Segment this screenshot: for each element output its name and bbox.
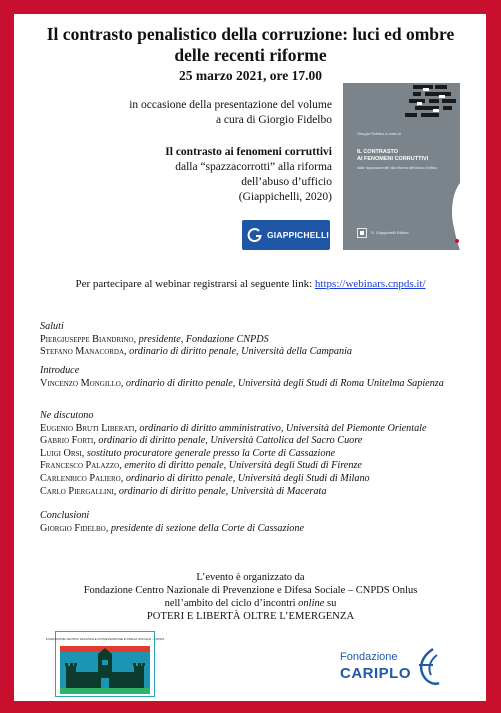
cover-title: IL CONTRASTO AI FENOMENI CORRUTTIVI (357, 149, 429, 162)
cover-publisher-icon (357, 228, 367, 238)
fondazione-cariplo-logo (335, 645, 445, 690)
speaker-name: Luigi Orsi (40, 447, 82, 459)
speaker-role: , ordinario di diritto penale, Università degli Studi di Milano (120, 472, 370, 484)
cariplo-swirl-icon (413, 647, 443, 687)
presentation-line2: a cura di Giorgio Fidelbo (215, 114, 332, 126)
speaker-role: , sostituto procuratore generale presso la Corte di Cassazione (81, 447, 336, 459)
speaker-role: , presidente di sezione della Corte di Cassazione (105, 522, 304, 534)
section-heading: Saluti (40, 321, 64, 332)
book-info (60, 145, 332, 205)
speaker-row (40, 346, 482, 359)
cover-publisher: G. Giappichelli Editore (371, 231, 409, 235)
speaker-name: Eugenio Bruti Liberati (40, 422, 135, 434)
section-saluti (40, 321, 482, 359)
speaker-name: Carlo Piergallini (40, 485, 114, 497)
speaker-row (40, 435, 482, 448)
organizer-info (20, 571, 481, 623)
speaker-name: Vincenzo Mongillo (40, 377, 121, 389)
giappichelli-logo (242, 220, 330, 250)
speaker-row (40, 423, 482, 436)
speaker-name: Piergiuseppe Biandrino (40, 333, 134, 345)
book-title: Il contrasto ai fenomeni corruttivi (165, 146, 332, 158)
registration-line (20, 278, 481, 290)
speaker-role: , ordinario di diritto penale, Università Cattolica del Sacro Cuore (93, 435, 363, 447)
cover-subtitle: dalla “spazzacorrotti” alla riforma dell'abuso d'ufficio (357, 166, 438, 170)
section-discutono (40, 410, 482, 498)
cariplo-line2: CARIPLO (340, 665, 411, 682)
organizer-line3: nell’ambito del ciclo d’incontri online su (164, 598, 337, 609)
cnpds-castle-icon (45, 632, 165, 696)
section-heading: Ne discutono (40, 410, 94, 421)
speaker-row (40, 523, 482, 536)
speaker-name: Gabrio Forti (40, 435, 94, 447)
webinar-link[interactable]: https://webinars.cnpds.it/ (314, 278, 426, 290)
registration-text: Per partecipare al webinar registrarsi al seguente link: (75, 278, 315, 290)
presentation-line1: in occasione della presentazione del volume (129, 99, 332, 111)
speaker-name: Stefano Manacorda (40, 346, 125, 358)
presentation-intro (60, 98, 332, 128)
section-introduce (40, 365, 482, 390)
speaker-row (40, 460, 482, 473)
event-date: 25 marzo 2021, ore 17.00 (179, 68, 322, 83)
organizer-line2: Fondazione Centro Nazionale di Prevenzione e Difesa Sociale – CNPDS Onlus (83, 585, 418, 596)
book-cover (343, 83, 460, 250)
speaker-row (40, 378, 482, 391)
section-conclusioni (40, 510, 482, 535)
speaker-row (40, 448, 482, 461)
speaker-name: Giorgio Fidelbo (40, 522, 106, 534)
series-title: POTERI E LIBERTÀ OLTRE L’EMERGENZA (146, 611, 355, 622)
book-line3: dell’abuso d’ufficio (241, 176, 332, 188)
speaker-role: , emerito di diritto penale, Università degli Studi di Firenze (119, 460, 362, 472)
event-title-line1: Il contrasto penalistico della corruzione: luci ed ombre (46, 24, 455, 44)
section-heading: Introduce (40, 365, 80, 376)
speaker-role: , ordinario di diritto amministrativo, Università del Piemonte Orientale (134, 422, 427, 434)
speaker-role: , ordinario di diritto penale, Università degli Studi di Roma Unitelma Sapienza (120, 377, 444, 389)
cover-author: Giorgio Fidelbo a cura di (357, 131, 401, 136)
speaker-name: Carlenrico Paliero (40, 472, 121, 484)
svg-text:FONDAZIONE CENTRO NAZIONALE DI: FONDAZIONE CENTRO NAZIONALE DI PREVENZIONE E DIFESA SOCIALE - CNPDS (45, 637, 165, 641)
speaker-role: , ordinario di diritto penale, Università della Campania (124, 346, 353, 358)
speaker-name: Francesco Palazzo (40, 460, 120, 472)
cover-edge-graphic (450, 183, 460, 250)
book-line4: (Giappichelli, 2020) (238, 191, 332, 203)
speaker-role: , ordinario di diritto penale, Università di Macerata (113, 485, 327, 497)
giappichelli-logo-text: GIAPPICHELLI (267, 230, 329, 240)
organizer-line1: L’evento è organizzato da (196, 572, 305, 583)
cnpds-logo (45, 631, 165, 697)
giappichelli-g-icon (247, 227, 263, 243)
event-title (20, 24, 481, 66)
cover-pattern-graphic (343, 83, 460, 123)
speaker-row (40, 473, 482, 486)
book-line2: dalla “spazzacorrotti” alla riforma (175, 161, 332, 173)
section-heading: Conclusioni (40, 510, 90, 521)
event-title-line2: delle recenti riforme (174, 45, 327, 65)
speaker-row (40, 334, 482, 347)
cariplo-line1: Fondazione (340, 651, 398, 663)
speaker-row (40, 486, 482, 499)
speaker-role: , presidente, Fondazione CNPDS (133, 333, 269, 345)
